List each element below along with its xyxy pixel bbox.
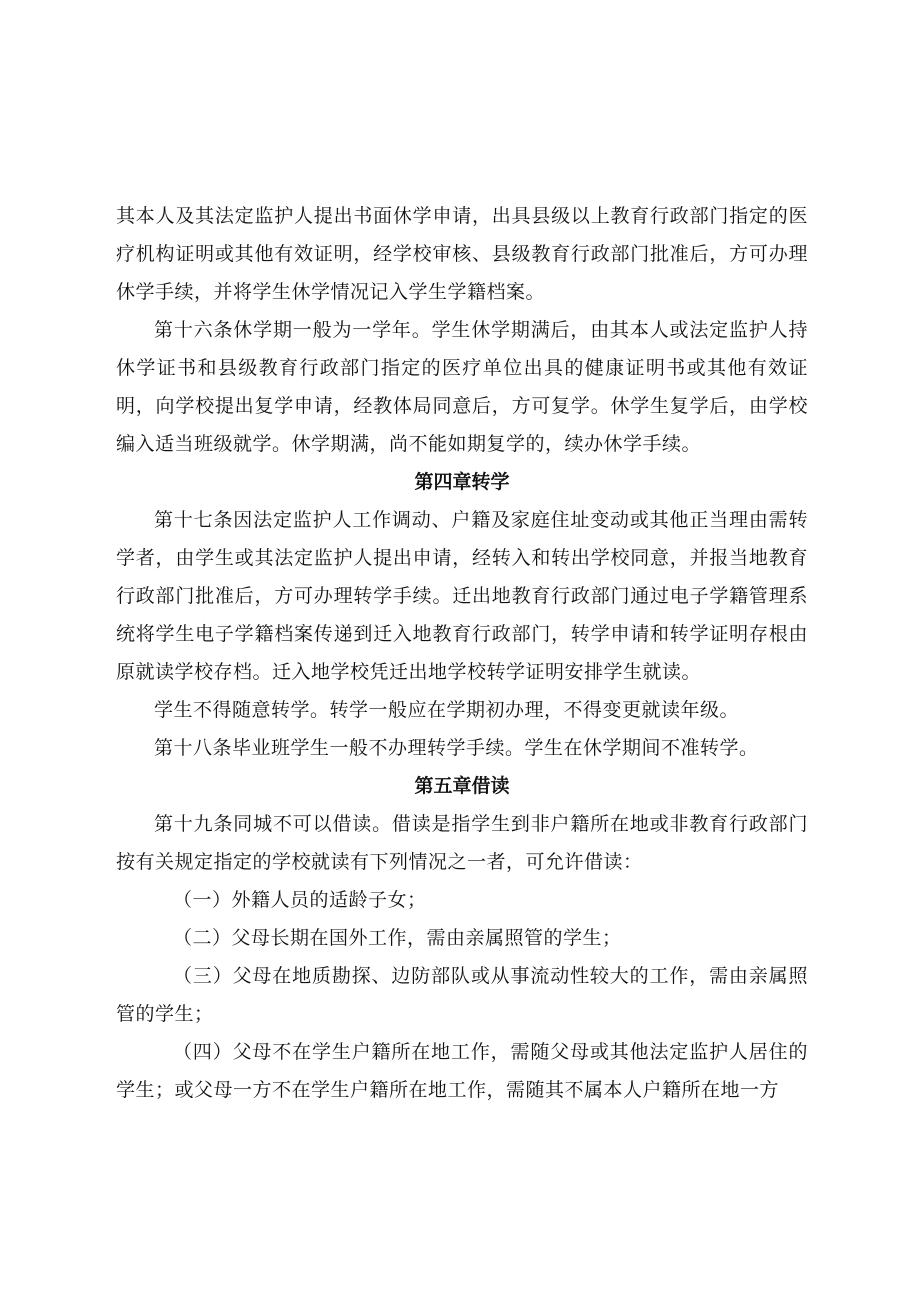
paragraph-article-19: 第十九条同城不可以借读。借读是指学生到非户籍所在地或非教育行政部门按有关规定指定的学校就读有下列情况之一者，可允许借读：: [116, 813, 808, 873]
paragraph-article-16: 第十六条休学期一般为一学年。学生休学期满后，由其本人或法定监护人持休学证书和县级教育行政部门指定的医疗单位出具的健康证明书或其他有效证明，向学校提出复学申请，经教体局同意后，方可复学。休学生复学后，由学校编入适当班级就学。休学期满，尚不能如期复学的，续办休学手续。: [116, 319, 808, 455]
list-item-2: （二）父母长期在国外工作，需由亲属照管的学生；: [173, 927, 622, 949]
paragraph-transfer-restriction: 学生不得随意转学。转学一般应在学期初办理，不得变更就读年级。: [154, 699, 740, 721]
paragraph-article-18: 第十八条毕业班学生一般不办理转学手续。学生在休学期间不准转学。: [154, 737, 759, 759]
list-item-3: （三）父母在地质勘探、边防部队或从事流动性较大的工作，需由亲属照管的学生；: [116, 965, 808, 1025]
list-item-4: （四）父母不在学生户籍所在地工作，需随父母或其他法定监护人居住的学生；或父母一方不在学生户籍所在地工作，需随其不属本人户籍所在地一方: [116, 1041, 808, 1101]
list-item-1: （一）外籍人员的适龄子女；: [173, 889, 427, 911]
document-body: [116, 197, 808, 1109]
chapter-heading-transfer: 第四章转学: [414, 471, 510, 493]
paragraph-article-17: 第十七条因法定监护人工作调动、户籍及家庭住址变动或其他正当理由需转学者，由学生或其法定监护人提出申请，经转入和转出学校同意，并报当地教育行政部门批准后，方可办理转学手续。迁出地教育行政部门通过电子学籍管理系统将学生电子学籍档案传递到迁入地教育行政部门，转学申请和转学证明存根由原就读学校存档。迁入地学校凭迁出地学校转学证明安排学生就读。: [116, 509, 808, 683]
chapter-heading-borrowing: 第五章借读: [414, 775, 510, 797]
paragraph-suspension-application: 其本人及其法定监护人提出书面休学申请，出具县级以上教育行政部门指定的医疗机构证明或其他有效证明，经学校审核、县级教育行政部门批准后，方可办理休学手续，并将学生休学情况记入学生学籍档案。: [116, 205, 808, 303]
